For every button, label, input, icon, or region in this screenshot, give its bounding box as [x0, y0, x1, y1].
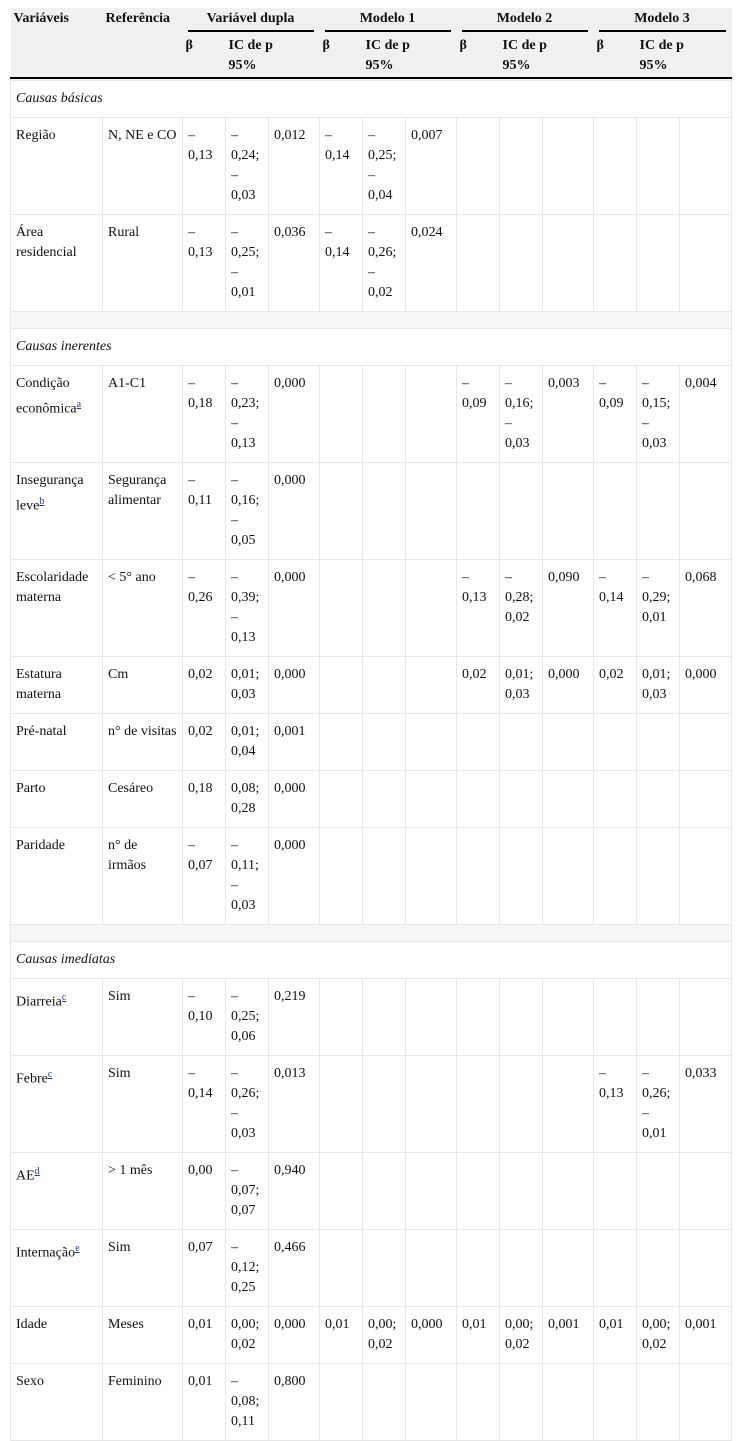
p-value-cell: 0,000 [269, 1307, 320, 1364]
table-row [11, 463, 732, 560]
p-value-cell [543, 463, 594, 560]
header-group-variavel-dupla: Variável dupla [183, 8, 320, 33]
beta-cell: 0,01 [320, 1307, 363, 1364]
p-value-cell [680, 215, 732, 312]
p-value-cell: 0,090 [543, 560, 594, 657]
table-row [11, 215, 732, 312]
beta-cell [457, 1364, 500, 1441]
variable-cell [11, 657, 103, 714]
ci-cell [500, 1230, 543, 1307]
reference-cell: n° de irmãos [103, 828, 183, 925]
beta-cell: – 0,11 [183, 463, 226, 560]
ci-cell [500, 1056, 543, 1153]
reference-cell: Feminino [103, 1364, 183, 1441]
variable-name: Região [16, 128, 56, 143]
ci-cell: 0,01; 0,04 [226, 714, 269, 771]
beta-cell: – 0,07 [183, 828, 226, 925]
beta-cell: – 0,09 [457, 366, 500, 463]
beta-cell: – 0,13 [594, 1056, 637, 1153]
beta-cell [320, 1230, 363, 1307]
ci-cell [637, 714, 680, 771]
beta-cell [320, 979, 363, 1056]
variable-name: Parto [16, 781, 46, 796]
beta-cell [457, 1056, 500, 1153]
variable-name: Febre [16, 1071, 48, 1087]
p-value-cell [543, 1364, 594, 1441]
variable-name: Diarreia [16, 994, 62, 1010]
table-row [11, 657, 732, 714]
ci-cell: – 0,26; – 0,01 [637, 1056, 680, 1153]
ci-cell: – 0,07; 0,07 [226, 1153, 269, 1230]
ci-cell [363, 1056, 406, 1153]
beta-cell: – 0,13 [183, 118, 226, 215]
reference-cell: n° de visitas [103, 714, 183, 771]
table-row [11, 1364, 732, 1441]
ci-cell: – 0,26; – 0,03 [226, 1056, 269, 1153]
ci-cell: 0,00; 0,02 [363, 1307, 406, 1364]
beta-cell [320, 1056, 363, 1153]
p-value-cell [680, 1153, 732, 1230]
header-ic-text-2: 95% [365, 58, 394, 73]
footnote-link[interactable]: c [47, 1069, 53, 1080]
header-p: p [676, 38, 684, 53]
variable-name: Condição econômica [16, 376, 77, 417]
beta-cell: 0,02 [594, 657, 637, 714]
beta-cell: – 0,14 [320, 215, 363, 312]
table-row [11, 366, 732, 463]
beta-cell [594, 714, 637, 771]
table-row [11, 828, 732, 925]
ci-cell: 0,00; 0,02 [226, 1307, 269, 1364]
p-value-cell [543, 714, 594, 771]
beta-cell: 0,18 [183, 771, 226, 828]
beta-cell: – 0,13 [457, 560, 500, 657]
beta-cell [320, 657, 363, 714]
section-header-row [11, 942, 732, 979]
p-value-cell: 0,013 [269, 1056, 320, 1153]
reference-cell: N, NE e CO [103, 118, 183, 215]
p-value-cell [406, 828, 457, 925]
variable-cell [11, 1364, 103, 1441]
table-row [11, 560, 732, 657]
p-value-cell: 0,024 [406, 215, 457, 312]
section-title: Causas imediatas [11, 942, 732, 979]
beta-cell: – 0,26 [183, 560, 226, 657]
ci-cell: – 0,25; – 0,01 [226, 215, 269, 312]
p-value-cell: 0,000 [269, 560, 320, 657]
beta-cell [457, 771, 500, 828]
table-row [11, 1056, 732, 1153]
ci-cell [637, 828, 680, 925]
ci-cell: – 0,26; – 0,02 [363, 215, 406, 312]
ci-cell: – 0,25; – 0,04 [363, 118, 406, 215]
ci-cell [500, 1364, 543, 1441]
ci-cell [363, 1230, 406, 1307]
variable-cell [11, 1307, 103, 1364]
header-ic-text-2: 95% [228, 58, 257, 73]
ci-cell [500, 828, 543, 925]
variable-cell [11, 1056, 103, 1153]
beta-cell: – 0,10 [183, 979, 226, 1056]
ci-cell [500, 1153, 543, 1230]
header-beta: β [320, 33, 363, 78]
p-value-cell: 0,012 [269, 118, 320, 215]
reference-cell: Sim [103, 1230, 183, 1307]
section-title: Causas básicas [11, 81, 732, 118]
p-value-cell [680, 714, 732, 771]
table-row [11, 714, 732, 771]
ci-cell: – 0,12; 0,25 [226, 1230, 269, 1307]
beta-cell [594, 828, 637, 925]
ci-cell [363, 1364, 406, 1441]
p-value-cell [406, 1153, 457, 1230]
variable-name: Paridade [16, 838, 65, 853]
p-value-cell [406, 463, 457, 560]
ci-cell: 0,01; 0,03 [637, 657, 680, 714]
variable-cell [11, 118, 103, 215]
ci-cell [500, 215, 543, 312]
beta-cell: 0,07 [183, 1230, 226, 1307]
p-value-cell [406, 366, 457, 463]
beta-cell [457, 463, 500, 560]
beta-cell [457, 1230, 500, 1307]
spacer-cell [11, 925, 732, 942]
variable-cell [11, 1153, 103, 1230]
reference-cell: Cesáreo [103, 771, 183, 828]
footnote-link[interactable]: d [34, 1166, 40, 1177]
reference-cell: Rural [103, 215, 183, 312]
p-value-cell: 0,004 [680, 366, 732, 463]
beta-cell: – 0,13 [183, 215, 226, 312]
p-value-cell [543, 118, 594, 215]
p-value-cell: 0,003 [543, 366, 594, 463]
beta-cell: 0,01 [183, 1364, 226, 1441]
beta-cell: 0,01 [183, 1307, 226, 1364]
ci-cell: 0,00; 0,02 [637, 1307, 680, 1364]
variable-cell [11, 560, 103, 657]
beta-cell [320, 463, 363, 560]
p-value-cell: 0,068 [680, 560, 732, 657]
ci-cell: – 0,23; – 0,13 [226, 366, 269, 463]
table-row [11, 1307, 732, 1364]
p-value-cell [680, 1230, 732, 1307]
p-value-cell [543, 979, 594, 1056]
ci-cell: – 0,08; 0,11 [226, 1364, 269, 1441]
ci-cell [500, 979, 543, 1056]
reference-cell: Cm [103, 657, 183, 714]
p-value-cell: 0,000 [269, 366, 320, 463]
p-value-cell: 0,036 [269, 215, 320, 312]
beta-cell [320, 1153, 363, 1230]
beta-cell: – 0,14 [183, 1056, 226, 1153]
beta-cell [594, 118, 637, 215]
beta-cell [594, 979, 637, 1056]
beta-cell [457, 215, 500, 312]
table-row [11, 771, 732, 828]
beta-cell: 0,02 [183, 657, 226, 714]
p-value-cell [406, 657, 457, 714]
table-row [11, 979, 732, 1056]
beta-cell [320, 560, 363, 657]
ci-cell: – 0,25; 0,06 [226, 979, 269, 1056]
section-header-row [11, 81, 732, 118]
ci-cell [637, 118, 680, 215]
ci-cell: – 0,28; 0,02 [500, 560, 543, 657]
p-value-cell [543, 215, 594, 312]
p-value-cell: 0,800 [269, 1364, 320, 1441]
ci-cell: – 0,39; – 0,13 [226, 560, 269, 657]
ci-cell [500, 463, 543, 560]
spacer-cell [11, 312, 732, 329]
header-ic-text-2: 95% [502, 58, 531, 73]
variable-cell [11, 714, 103, 771]
ci-cell [363, 560, 406, 657]
p-value-cell [680, 979, 732, 1056]
header-ic-text: IC de [502, 38, 536, 53]
section-header-row [11, 329, 732, 366]
header-variaveis: Variáveis [11, 8, 103, 78]
p-value-cell: 0,000 [680, 657, 732, 714]
reference-cell: > 1 mês [103, 1153, 183, 1230]
p-value-cell: 0,007 [406, 118, 457, 215]
variable-name: Área residencial [16, 225, 77, 260]
beta-cell [320, 714, 363, 771]
header-p: p [265, 38, 273, 53]
p-value-cell: 0,466 [269, 1230, 320, 1307]
header-ic-text: IC de [228, 38, 262, 53]
ci-cell [500, 771, 543, 828]
ci-cell: 0,08; 0,28 [226, 771, 269, 828]
variable-cell [11, 828, 103, 925]
header-ic [637, 33, 732, 78]
p-value-cell: 0,940 [269, 1153, 320, 1230]
header-group-modelo-2: Modelo 2 [457, 8, 594, 33]
beta-cell [594, 771, 637, 828]
variable-cell [11, 979, 103, 1056]
beta-cell: 0,02 [183, 714, 226, 771]
ci-cell [637, 463, 680, 560]
header-ic [226, 33, 320, 78]
ci-cell: – 0,11; – 0,03 [226, 828, 269, 925]
header-ic [363, 33, 457, 78]
footnote-link[interactable]: a [76, 399, 82, 410]
beta-cell [594, 1364, 637, 1441]
beta-cell [457, 828, 500, 925]
beta-cell [594, 1153, 637, 1230]
header-beta: β [457, 33, 500, 78]
table-row [11, 118, 732, 215]
header-beta: β [183, 33, 226, 78]
ci-cell: – 0,29; 0,01 [637, 560, 680, 657]
p-value-cell [680, 463, 732, 560]
reference-cell: A1-C1 [103, 366, 183, 463]
table-body [11, 78, 732, 1441]
header-ic-text-2: 95% [639, 58, 668, 73]
beta-cell: 0,01 [594, 1307, 637, 1364]
p-value-cell: 0,000 [406, 1307, 457, 1364]
reference-cell: Meses [103, 1307, 183, 1364]
footnote-marker [48, 1067, 52, 1080]
beta-cell [594, 463, 637, 560]
ci-cell [637, 979, 680, 1056]
beta-cell: – 0,14 [320, 118, 363, 215]
p-value-cell: 0,219 [269, 979, 320, 1056]
header-group-modelo-1: Modelo 1 [320, 8, 457, 33]
variable-name: Internação [16, 1245, 76, 1261]
ci-cell: 0,01; 0,03 [500, 657, 543, 714]
header-beta: β [594, 33, 637, 78]
beta-cell [320, 366, 363, 463]
p-value-cell: 0,001 [680, 1307, 732, 1364]
reference-cell: < 5° ano [103, 560, 183, 657]
variable-name: Idade [16, 1317, 48, 1332]
ci-cell [500, 714, 543, 771]
beta-cell: – 0,18 [183, 366, 226, 463]
beta-cell: – 0,09 [594, 366, 637, 463]
p-value-cell: 0,001 [269, 714, 320, 771]
ci-cell: – 0,15; – 0,03 [637, 366, 680, 463]
ci-cell [637, 215, 680, 312]
beta-cell [320, 771, 363, 828]
section-title: Causas inerentes [11, 329, 732, 366]
footnote-marker [39, 494, 44, 507]
p-value-cell [406, 771, 457, 828]
beta-cell: 0,01 [457, 1307, 500, 1364]
beta-cell [594, 1230, 637, 1307]
reference-cell: Segurança alimentar [103, 463, 183, 560]
beta-cell [457, 1153, 500, 1230]
beta-cell [457, 979, 500, 1056]
variable-name: Estatura materna [16, 667, 62, 702]
p-value-cell [543, 828, 594, 925]
p-value-cell: 0,000 [269, 771, 320, 828]
footnote-marker [35, 1164, 40, 1177]
p-value-cell: 0,000 [269, 657, 320, 714]
p-value-cell [543, 1230, 594, 1307]
beta-cell: 0,00 [183, 1153, 226, 1230]
ci-cell [363, 979, 406, 1056]
p-value-cell: 0,033 [680, 1056, 732, 1153]
regression-table [10, 8, 732, 1441]
p-value-cell [543, 1056, 594, 1153]
ci-cell [637, 1153, 680, 1230]
p-value-cell [680, 118, 732, 215]
footnote-marker [62, 990, 66, 1003]
ci-cell: 0,00; 0,02 [500, 1307, 543, 1364]
header-referencia: Referência [103, 8, 183, 78]
p-value-cell [543, 771, 594, 828]
beta-cell [457, 714, 500, 771]
p-value-cell [406, 560, 457, 657]
p-value-cell [680, 1364, 732, 1441]
ci-cell: 0,01; 0,03 [226, 657, 269, 714]
variable-cell [11, 215, 103, 312]
variable-name: AE [16, 1168, 35, 1184]
variable-cell [11, 366, 103, 463]
p-value-cell [406, 714, 457, 771]
ci-cell [363, 714, 406, 771]
p-value-cell [406, 979, 457, 1056]
ci-cell: – 0,16; – 0,03 [500, 366, 543, 463]
section-spacer [11, 312, 732, 329]
footnote-link[interactable]: e [75, 1243, 80, 1254]
header-ic-text: IC de [639, 38, 673, 53]
footnote-marker [77, 397, 81, 410]
ci-cell [637, 1230, 680, 1307]
p-value-cell [406, 1364, 457, 1441]
ci-cell [363, 657, 406, 714]
ci-cell [637, 1364, 680, 1441]
beta-cell: – 0,14 [594, 560, 637, 657]
header-p: p [402, 38, 410, 53]
p-value-cell: 0,000 [269, 828, 320, 925]
footnote-marker [75, 1241, 79, 1254]
beta-cell [320, 828, 363, 925]
footnote-link[interactable]: c [61, 992, 67, 1003]
reference-cell: Sim [103, 979, 183, 1056]
table-row [11, 1153, 732, 1230]
beta-cell [320, 1364, 363, 1441]
p-value-cell [406, 1230, 457, 1307]
variable-name: Escolaridade materna [16, 570, 89, 605]
header-p: p [539, 38, 547, 53]
ci-cell [363, 366, 406, 463]
p-value-cell [680, 828, 732, 925]
beta-cell [594, 215, 637, 312]
p-value-cell [543, 1153, 594, 1230]
variable-name: Sexo [16, 1374, 44, 1389]
ci-cell: – 0,16; – 0,05 [226, 463, 269, 560]
ci-cell [363, 463, 406, 560]
variable-cell [11, 463, 103, 560]
beta-cell: 0,02 [457, 657, 500, 714]
header-ic-text: IC de [365, 38, 399, 53]
p-value-cell: 0,000 [543, 657, 594, 714]
ci-cell [363, 1153, 406, 1230]
reference-cell: Sim [103, 1056, 183, 1153]
header-ic [500, 33, 594, 78]
beta-cell [457, 118, 500, 215]
footnote-link[interactable]: b [39, 496, 45, 507]
variable-cell [11, 771, 103, 828]
variable-name: Pré-natal [16, 724, 67, 739]
p-value-cell: 0,001 [543, 1307, 594, 1364]
ci-cell [363, 828, 406, 925]
variable-cell [11, 1230, 103, 1307]
p-value-cell [406, 1056, 457, 1153]
section-spacer [11, 925, 732, 942]
table-row [11, 1230, 732, 1307]
ci-cell [363, 771, 406, 828]
table-header [11, 8, 732, 78]
ci-cell: – 0,24; – 0,03 [226, 118, 269, 215]
p-value-cell [680, 771, 732, 828]
header-group-modelo-3: Modelo 3 [594, 8, 732, 33]
variable-name: Insegurança leve [16, 473, 84, 514]
ci-cell [500, 118, 543, 215]
ci-cell [637, 771, 680, 828]
p-value-cell: 0,000 [269, 463, 320, 560]
